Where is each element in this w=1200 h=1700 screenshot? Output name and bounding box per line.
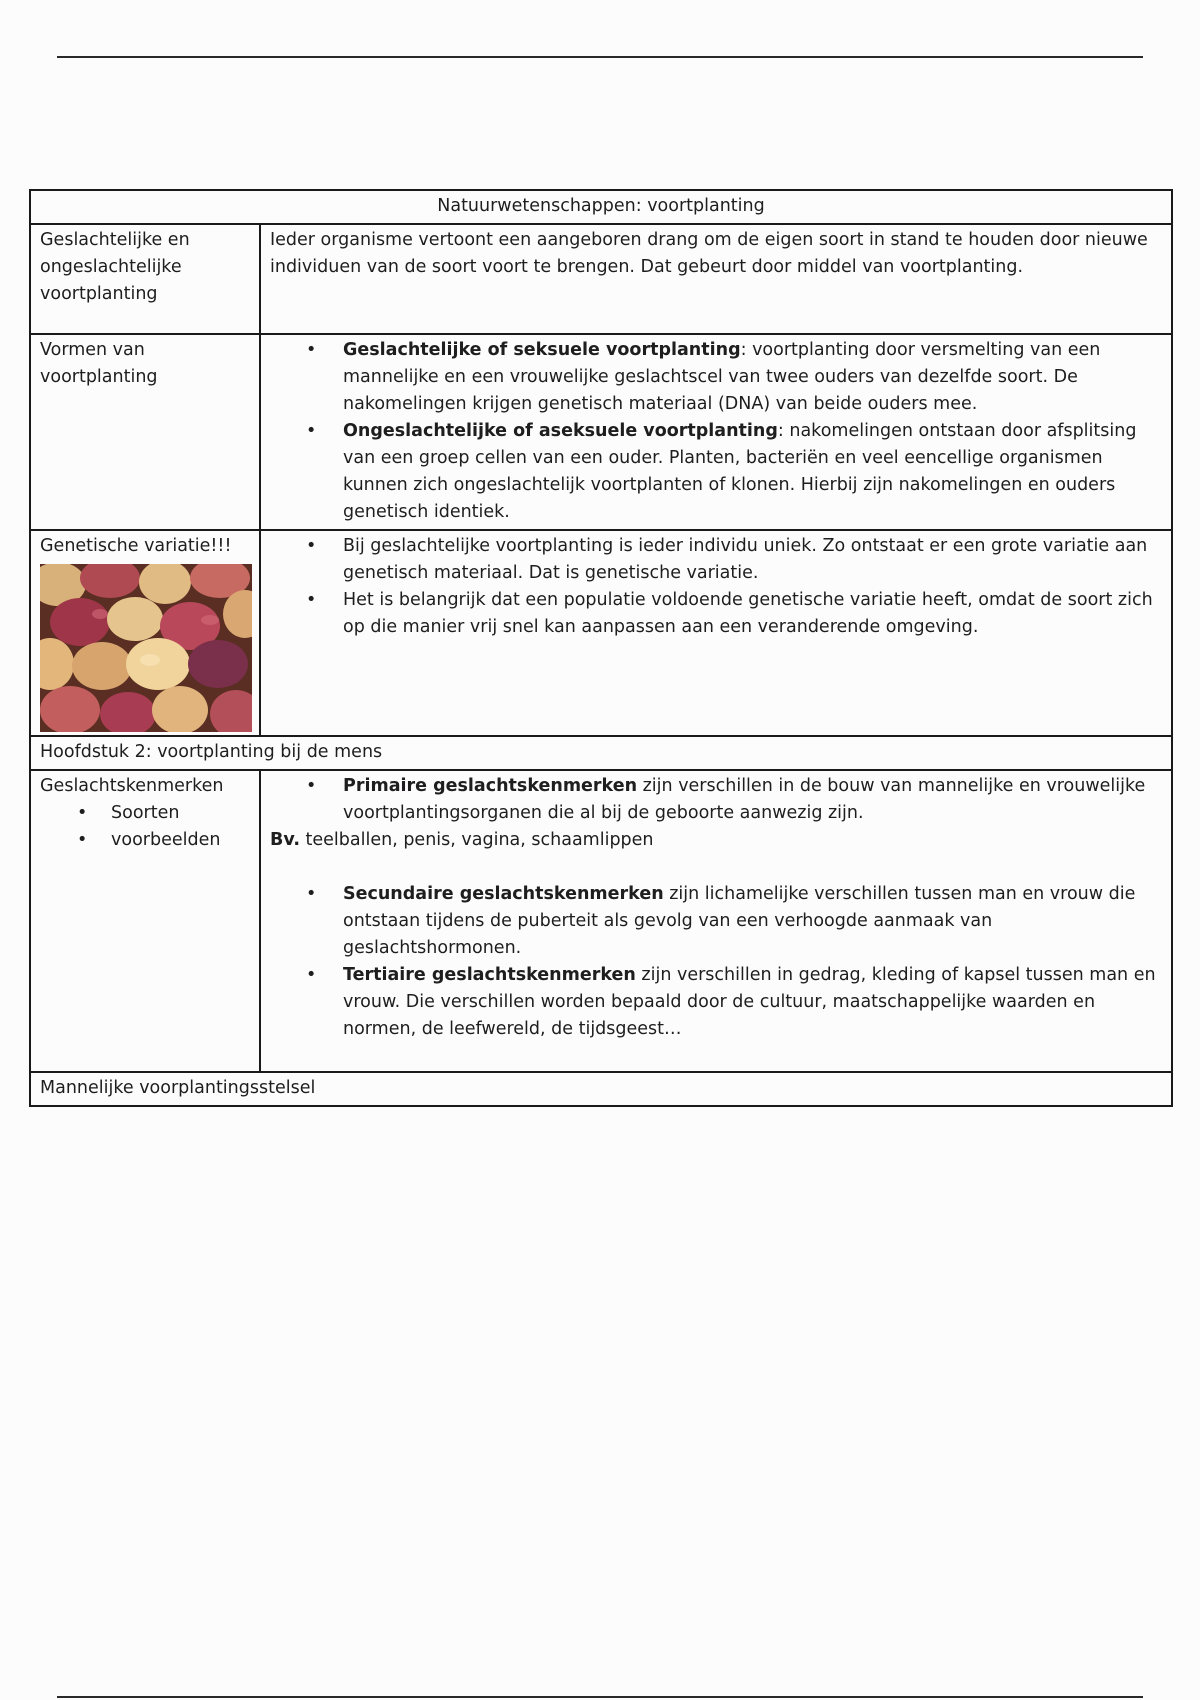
text-secundair: zijn lichamelijke verschillen tussen man en vrouw die ontstaan tijdens de puberteit als gevolg van een verhoogde aanmaak van geslachtshormonen.: [343, 884, 1136, 958]
term-secundair: Secundaire geslachtskenmerken: [343, 884, 664, 904]
spacer: [270, 854, 1162, 881]
row-label-intro: Geslachtelijke en ongeslachtelijke voortplanting: [30, 224, 260, 334]
text-geslachtelijk: : voortplanting door versmelting van een mannelijke en een vrouwelijke geslachtscel van twee ouders van dezelfde soort. De nakomelingen krijgen genetisch materiaal (DNA) van beide ouders mee.: [343, 340, 1101, 414]
section-heading-mannelijk: Mannelijke voorplantingsstelsel: [30, 1072, 1172, 1106]
list-item: • Bij geslachtelijke voortplanting is ieder individu uniek. Zo ontstaat er een grote variatie aan genetisch materiaal. Dat is genetische variatie.: [343, 533, 1162, 587]
text-ongeslachtelijk: : nakomelingen ontstaan door afsplitsing van een groep cellen van een ouder. Planten, bacteriën en veel eencellige organismen kunnen zich ongeslachtelijk voortplanten of klonen. Hierbij zijn nakomelingen en ouders genetisch identiek.: [343, 421, 1137, 522]
table-row: [30, 736, 1172, 770]
row-label-variatie-cell: [30, 530, 260, 736]
table-row: [30, 1072, 1172, 1106]
footer-rule: [57, 1696, 1143, 1698]
term-primair: Primaire geslachtskenmerken: [343, 776, 638, 796]
row-label-kenmerken-cell: [30, 770, 260, 1072]
row-content-kenmerken: [260, 770, 1172, 1072]
row-content-vormen: [260, 334, 1172, 530]
list-item: [343, 773, 1162, 827]
header-rule: [57, 56, 1143, 58]
list-item: [343, 881, 1162, 962]
voortplanting-table: [29, 189, 1173, 1107]
table-row: [30, 334, 1172, 530]
row-label-vormen: Vormen van voortplanting: [30, 334, 260, 530]
list-item: • voorbeelden: [111, 827, 250, 854]
text-tertiair: zijn verschillen in gedrag, kleding of kapsel tussen man en vrouw. Die verschillen worden bepaald door de cultuur, maatschappelijke waarden en normen, de leefwereld, de tijdsgeest…: [343, 965, 1156, 1039]
list-item: [343, 962, 1162, 1043]
term-tertiair: Tertiaire geslachtskenmerken: [343, 965, 636, 985]
list-item: [343, 418, 1162, 526]
potatoes-photo: [40, 564, 252, 732]
row-content-variatie: [260, 530, 1172, 736]
row-label-variatie: Genetische variatie!!!: [40, 536, 232, 556]
row-label-kenmerken: Geslachtskenmerken: [40, 776, 224, 796]
table-row: [30, 770, 1172, 1072]
example-prefix: Bv.: [270, 830, 300, 850]
example-text: teelballen, penis, vagina, schaamlippen: [299, 830, 654, 850]
table-title-row: [30, 190, 1172, 224]
chapter-heading: Hoofdstuk 2: voortplanting bij de mens: [30, 736, 1172, 770]
table-title: Natuurwetenschappen: voortplanting: [30, 190, 1172, 224]
table-row: [30, 224, 1172, 334]
term-geslachtelijk: Geslachtelijke of seksuele voortplanting: [343, 340, 741, 360]
row-text-intro: Ieder organisme vertoont een aangeboren drang om de eigen soort in stand te houden door nieuwe individuen van de soort voort te brengen. Dat gebeurt door middel van voortplanting.: [260, 224, 1172, 334]
term-ongeslachtelijk: Ongeslachtelijke of aseksuele voortplanting: [343, 421, 778, 441]
list-item: • Soorten: [111, 800, 250, 827]
text-primair: zijn verschillen in de bouw van mannelijke en vrouwelijke voortplantingsorganen die al bij de geboorte aanwezig zijn.: [343, 776, 1146, 823]
list-item: • Het is belangrijk dat een populatie voldoende genetische variatie heeft, omdat de soort zich op die manier vrij snel kan aanpassen aan een veranderende omgeving.: [343, 587, 1162, 641]
table-row: [30, 530, 1172, 736]
example-line: [270, 827, 1162, 854]
list-item: [343, 337, 1162, 418]
